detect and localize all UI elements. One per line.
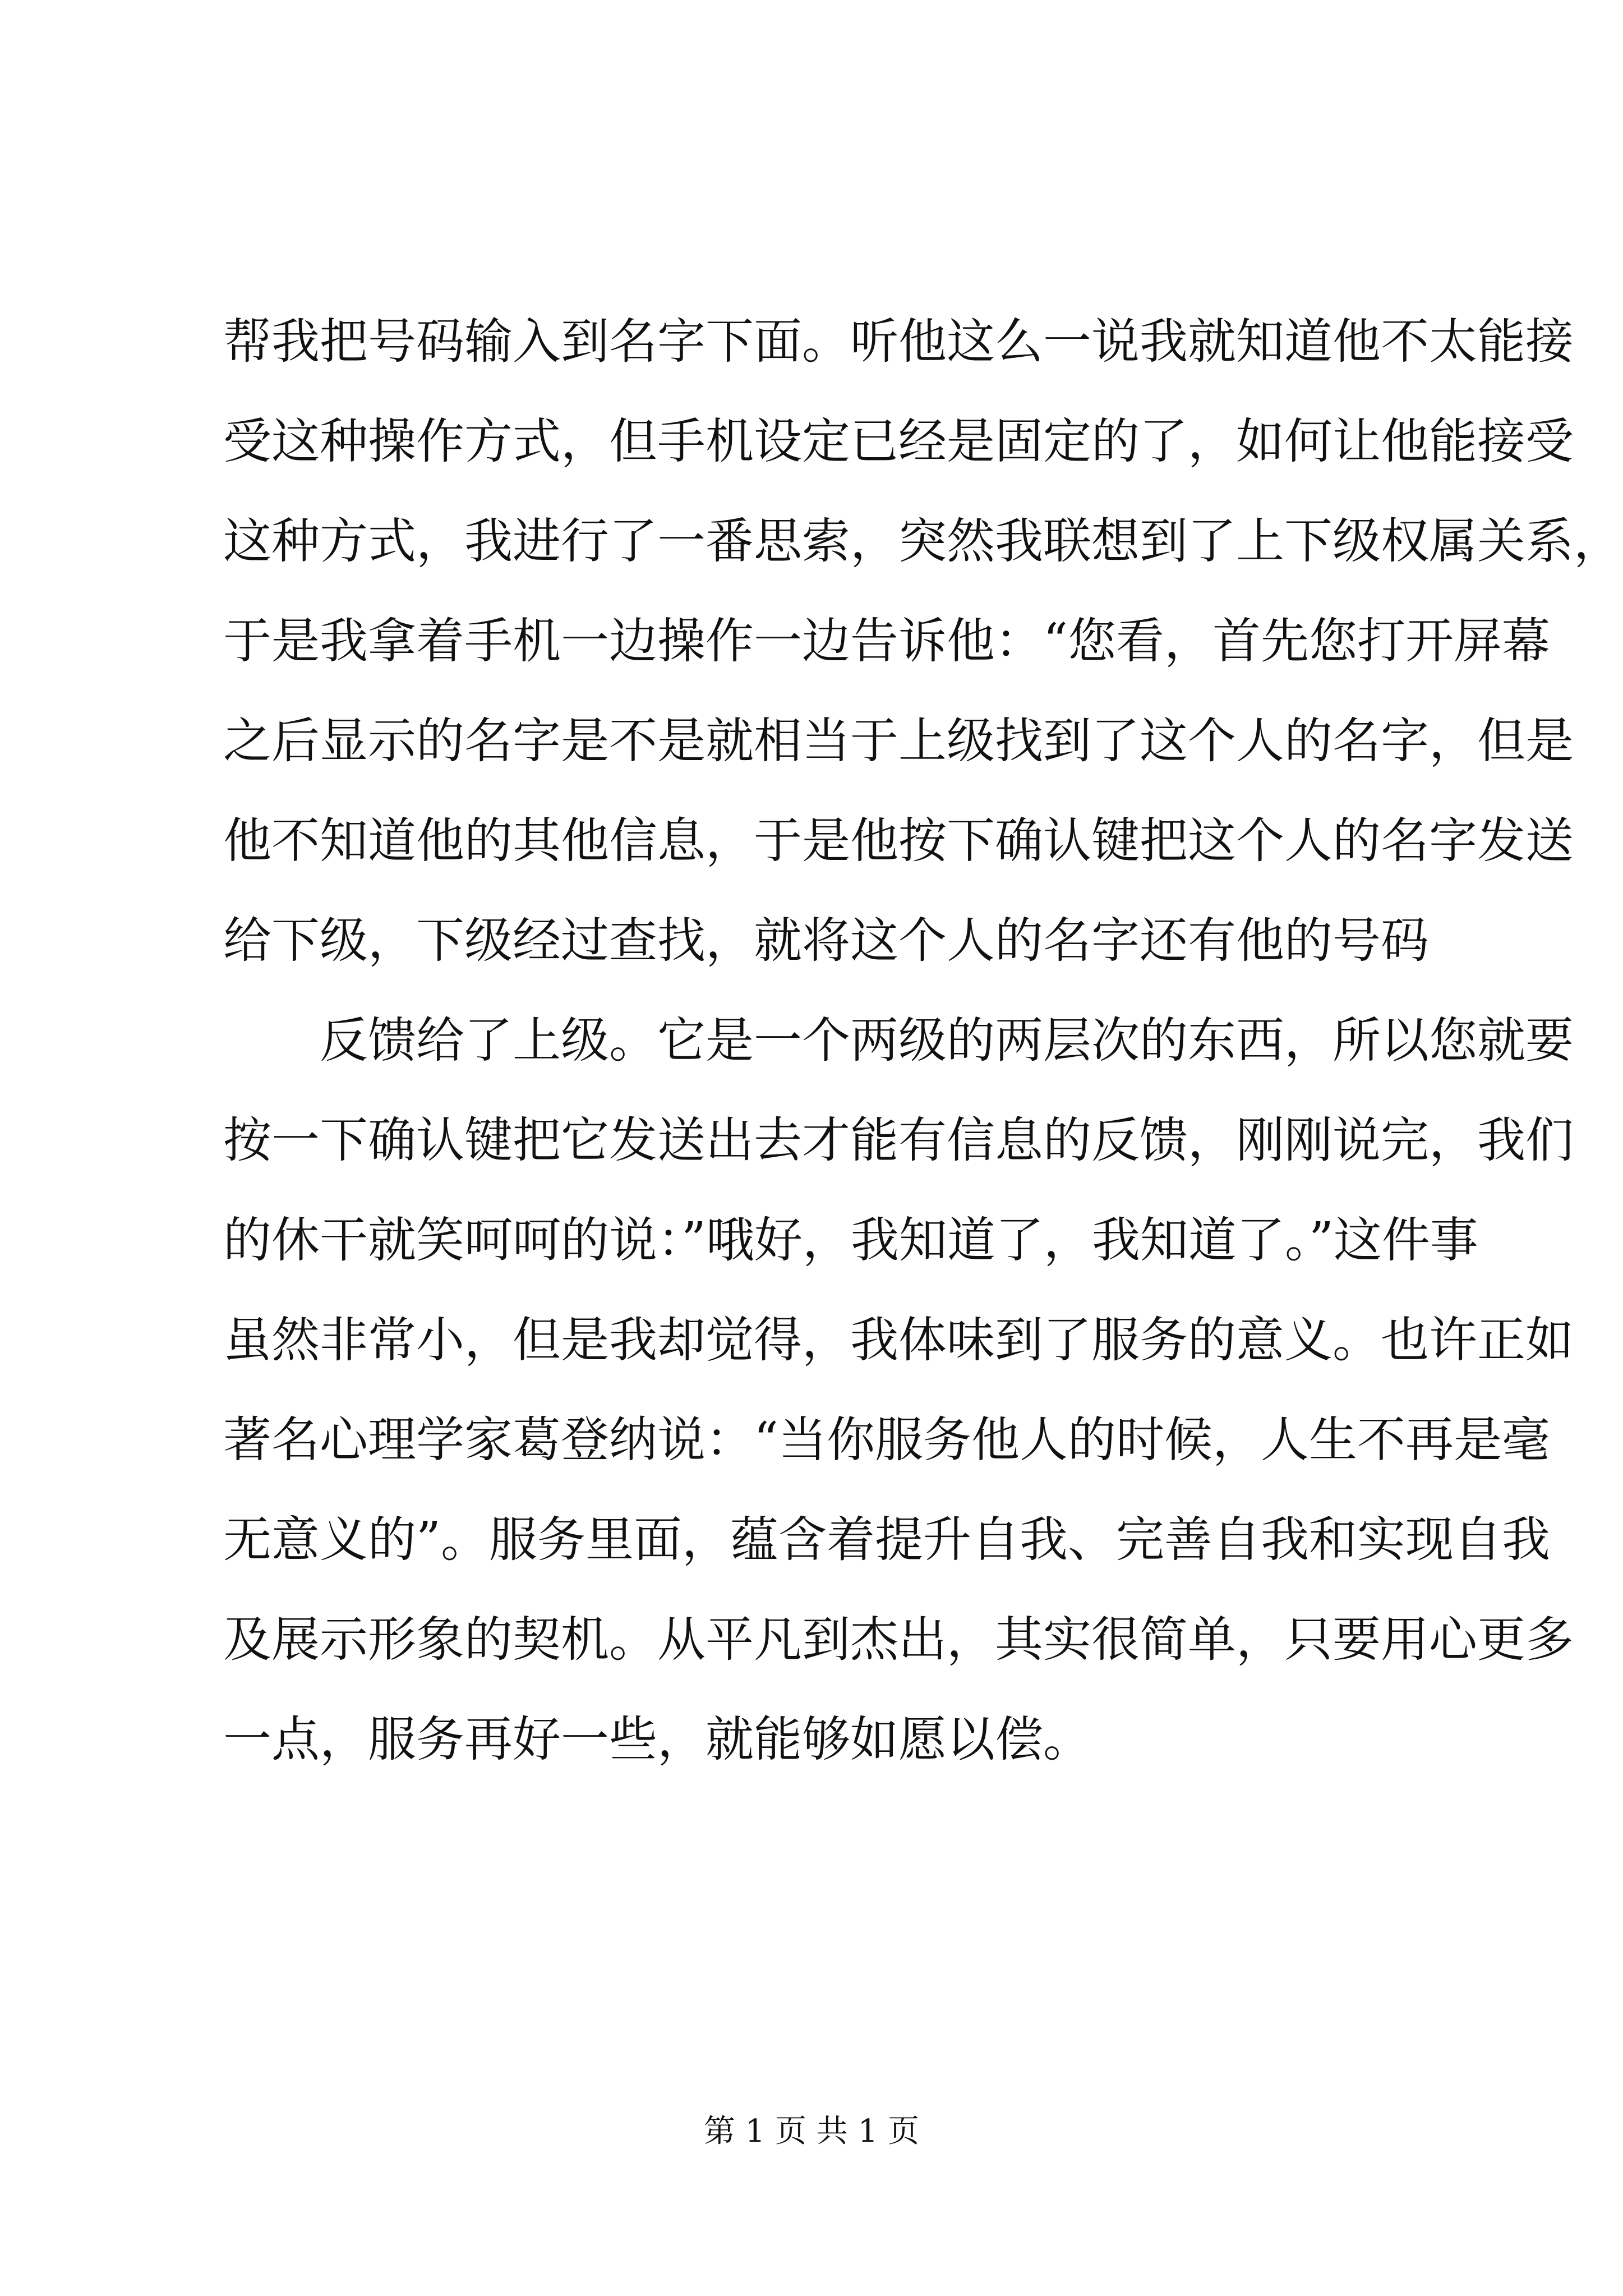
text-line: 及展示形象的契机。从平凡到杰出，其实很简单，只要用心更多 — [223, 1612, 1574, 1668]
text-line: 于是我拿着手机一边操作一边告诉他：“您看，首先您打开屏幕 — [223, 613, 1550, 669]
page-number-footer: 第 1 页 共 1 页 — [703, 2113, 920, 2150]
text-line: 帮我把号码输入到名字下面。听他这么一说我就知道他不太能接 — [223, 314, 1574, 370]
text-line: 的休干就笑呵呵的说：”哦好，我知道了，我知道了。”这件事 — [223, 1212, 1478, 1268]
text-line: 无意义的”。服务里面，蕴含着提升自我、完善自我和实现自我 — [223, 1512, 1550, 1568]
text-line: 受这种操作方式，但手机设定已经是固定的了，如何让他能接受 — [223, 413, 1574, 470]
paragraph-first-line: 反馈给了上级。它是一个两级的两层次的东西，所以您就要 — [320, 1013, 1574, 1069]
body-text — [223, 292, 1622, 1789]
text-line: 之后显示的名字是不是就相当于上级找到了这个人的名字，但是 — [223, 713, 1574, 769]
text-line: 虽然非常小，但是我却觉得，我体味到了服务的意义。也许正如 — [223, 1312, 1574, 1368]
text-line: 按一下确认键把它发送出去才能有信息的反馈，刚刚说完，我们 — [223, 1112, 1574, 1168]
text-line: 他不知道他的其他信息，于是他按下确认键把这个人的名字发送 — [223, 813, 1574, 869]
text-line: 一点，服务再好一些，就能够如愿以偿。 — [223, 1711, 1091, 1768]
text-line: 著名心理学家葛登纳说：“当你服务他人的时候，人生不再是毫 — [223, 1412, 1550, 1468]
text-line: 给下级，下级经过查找，就将这个人的名字还有他的号码 — [223, 913, 1429, 969]
text-line: 这种方式，我进行了一番思索，突然我联想到了上下级权属关系， — [223, 513, 1622, 569]
